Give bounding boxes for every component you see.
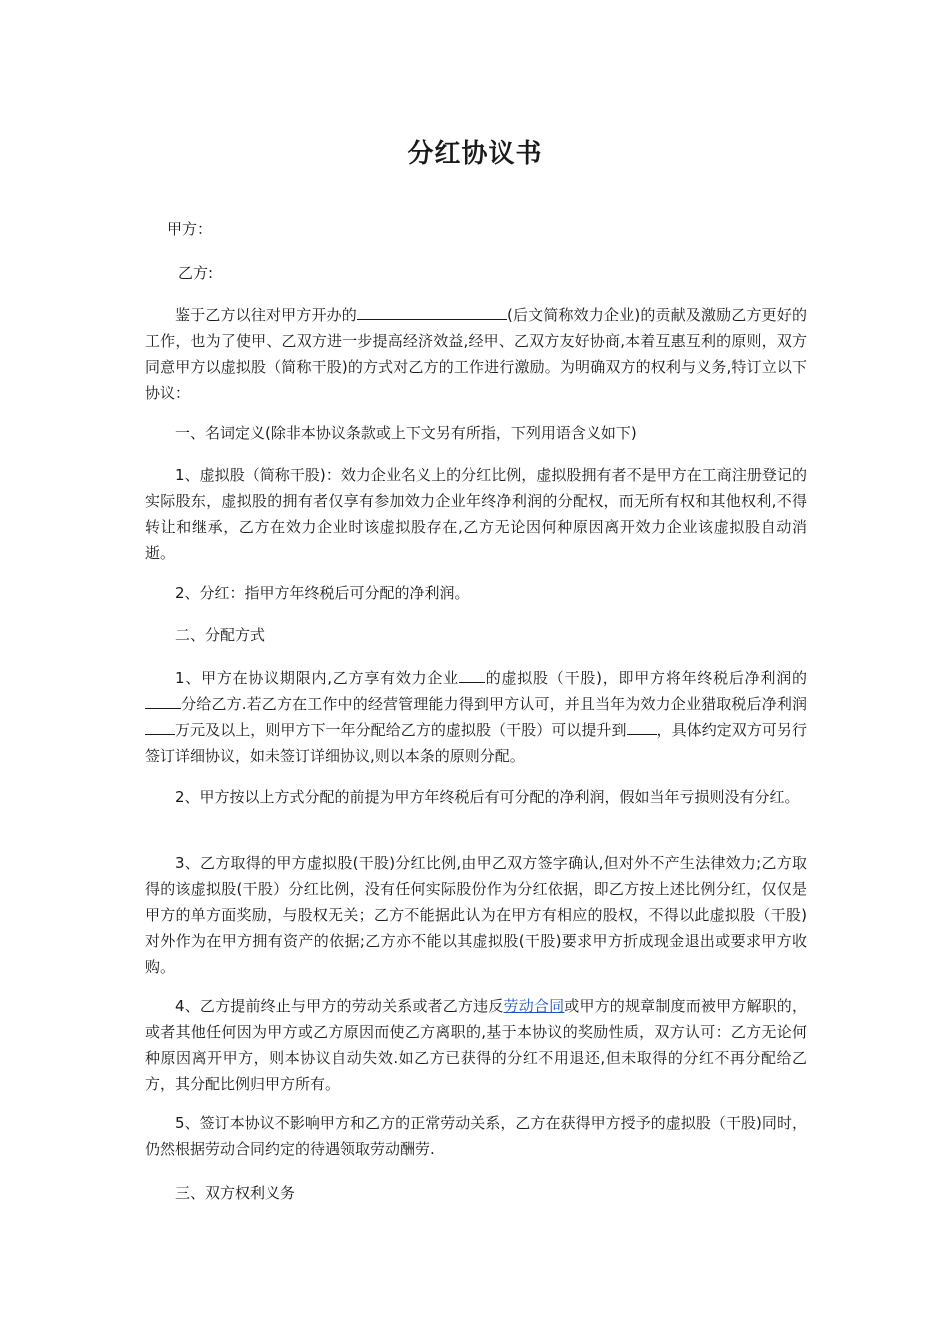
intro-text-1: 鉴于乙方以往对甲方开办的 [175, 306, 357, 324]
section-heading: 二、分配方式 [175, 626, 266, 644]
clause-text: 1、虚拟股（简称干股)：效力企业名义上的分红比例，虚拟股拥有者不是甲方在工商注册登记的实际股东，虚拟股的拥有者仅享有参加效力企业年终净利润的分配权，而无所有权和其他权利,不得转让和继承，乙方在效力企业时该虚拟股存在,乙方无论因何种原因离开效力企业该虚拟股自动消逝。 [145, 466, 807, 562]
raised-share-blank[interactable] [627, 717, 657, 735]
clause-text: 5、签订本协议不影响甲方和乙方的正常劳动关系，乙方在获得甲方授予的虚拟股（干股)同时，仍然根据劳动合同约定的待遇领取劳动酬劳. [145, 1114, 807, 1158]
party-a-label: 甲方： [167, 220, 213, 238]
labor-contract-link[interactable]: 劳动合同 [503, 997, 565, 1015]
party-a-line [145, 216, 807, 242]
section2-heading [145, 622, 807, 648]
section2-item5 [145, 1110, 807, 1162]
clause-text-5: ，具体约定双方可另行签订详细协议，如未签订详细协议,则以本条的原则分配。 [145, 721, 807, 765]
section1-heading [145, 420, 807, 446]
enterprise-name-blank[interactable] [357, 302, 507, 320]
party-b-line [145, 260, 807, 286]
profit-ratio-blank[interactable] [145, 691, 181, 709]
clause-text-2: 的虚拟股（干股)，即甲方将年终税后净利润的 [484, 669, 807, 687]
party-b-label: 乙方: [178, 264, 214, 282]
clause-text-1: 4、乙方提前终止与甲方的劳动关系或者乙方违反 [175, 997, 504, 1015]
section2-item1 [145, 665, 807, 769]
section-heading: 三、双方权利义务 [175, 1184, 296, 1202]
section3-heading [145, 1180, 807, 1206]
share-percent-blank[interactable] [459, 665, 485, 683]
clause-text: 2、分红：指甲方年终税后可分配的净利润。 [175, 584, 470, 602]
clause-text: 2、甲方按以上方式分配的前提为甲方年终税后有可分配的净利润，假如当年亏损则没有分红。 [175, 788, 800, 806]
intro-paragraph [145, 302, 807, 406]
section-heading: 一、名词定义(除非本协议条款或上下文另有所指，下列用语含义如下) [175, 424, 637, 442]
profit-amount-blank[interactable] [145, 717, 175, 735]
clause-text-2: 或甲方的规章制度而被甲方解职的，或者其他任何因为甲方或乙方原因而使乙方离职的,基于本协议的奖励性质，双方认可：乙方无论何种原因离开甲方，则本协议自动失效.如乙方已获得的分红不用退还,但未取得的分红不再分配给乙方，其分配比例归甲方所有。 [145, 997, 807, 1093]
clause-text-4: 万元及以上，则甲方下一年分配给乙方的虚拟股（干股）可以提升到 [175, 721, 627, 739]
section2-item2 [145, 784, 807, 810]
section1-item2 [145, 580, 807, 606]
document-title: 分红协议书 [407, 139, 543, 169]
intro-text-2: (后文简称效力企业)的贡献及激励乙方更好的工作，也为了使甲、乙双方进一步提高经济效益,经甲、乙双方友好协商,本着互惠互利的原则，双方同意甲方以虚拟股（简称干股)的方式对乙方的工作进行激励。为明确双方的权利与义务,特订立以下协议： [145, 306, 807, 402]
section2-item4 [145, 993, 807, 1097]
clause-text-1: 1、甲方在协议期限内,乙方享有效力企业 [175, 669, 459, 687]
section1-item1 [145, 462, 807, 566]
clause-text-3: 分给乙方.若乙方在工作中的经营管理能力得到甲方认可，并且当年为效力企业猎取税后净利润 [181, 695, 807, 713]
clause-text: 3、乙方取得的甲方虚拟股(干股)分红比例,由甲乙双方签字确认,但对外不产生法律效力;乙方取得的该虚拟股(干股）分红比例，没有任何实际股份作为分红依据，即乙方按上述比例分红，仅仅是甲方的单方面奖励，与股权无关；乙方不能据此认为在甲方有相应的股权，不得以此虚拟股（干股)对外作为在甲方拥有资产的依据;乙方亦不能以其虚拟股(干股)要求甲方折成现金退出或要求甲方收购。 [145, 854, 807, 976]
section2-item3 [145, 850, 807, 980]
